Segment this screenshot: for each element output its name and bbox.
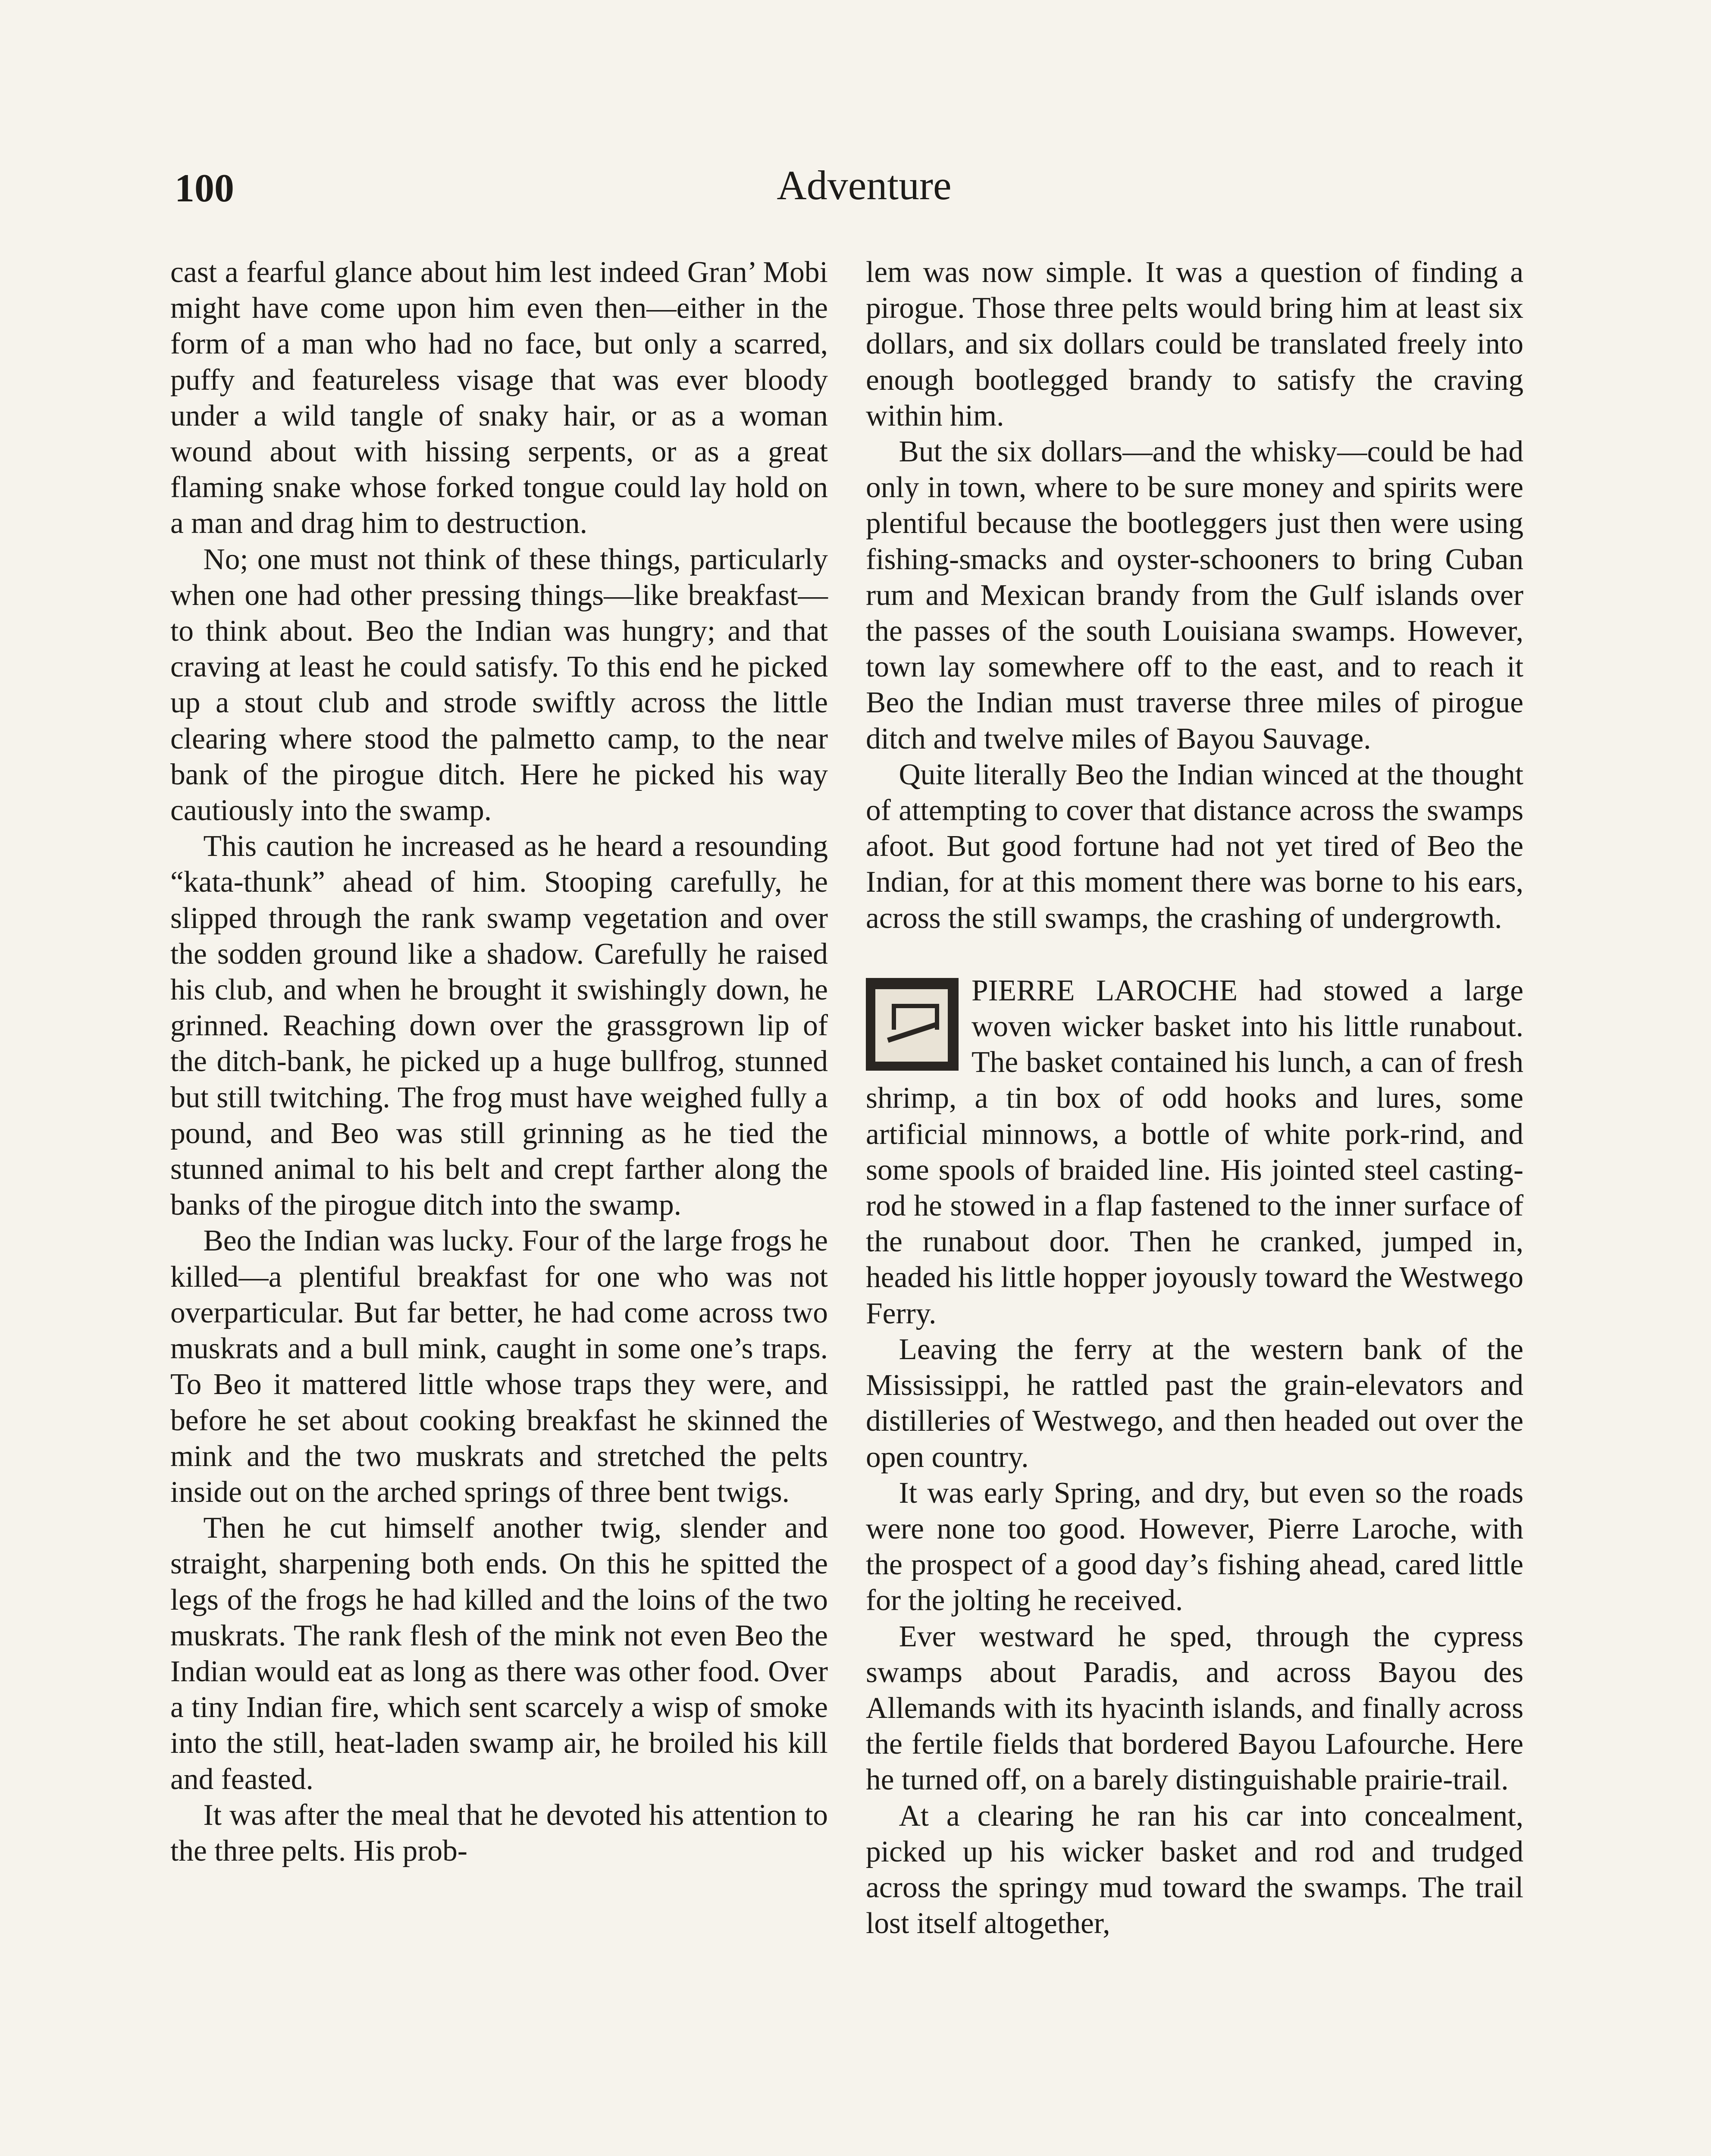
paragraph: This caution he increased as he heard a resounding “kata-thunk” ahead of him. Stooping carefully, he slipped through the rank swamp vegetation and over the sodden ground like a shadow. Carefully he raised his club, and when he brought it swishingly down, he grinned. Reaching down over the grassgrown lip of the ditch-bank, he picked up a huge bullfrog, stunned but still twitching. The frog must have weighed fully a pound, and Beo was still grinning as he tied the stunned animal to his belt and crept farther along the banks of the pirogue ditch into the swamp.	[170, 830, 828, 1222]
paragraph: No; one must not think of these things, particularly when one had other pressing things—like breakfast—to think about. Beo the Indian was hungry; and that craving at least he could satisfy. To this end he picked up a stout club and strode swiftly across the little clearing where stood the palmetto camp, to the near bank of the pirogue ditch. Here he picked his way cautiously into the swamp.	[170, 542, 828, 827]
paragraph: Beo the Indian was lucky. Four of the large frogs he killed—a plentiful breakfast for one who was not overparticular. But far better, he had come across two muskrats and a bull mink, caught in some one’s traps. To Beo it mattered little whose traps they were, and before he set about cooking breakfast he skinned the mink and the two muskrats and stretched the pelts inside out on the arched springs of three bent twigs.	[170, 1224, 828, 1509]
paragraph: Ever westward he sped, through the cypress swamps about Paradis, and across Bayou des Allemands with its hyacinth islands, and finally across the fertile fields that bordered Bayou Lafourche. Here he turned off, on a barely distinguishable prairie-trail.	[866, 1620, 1523, 1797]
page-header	[0, 0, 1711, 224]
paragraph: But the six dollars—and the whisky—could be had only in town, where to be sure money and spirits were plentiful because the bootleggers just then were using fishing-smacks and oyster-schooners to bring Cuban rum and Mexican brandy from the Gulf islands over the passes of the south Louisiana swamps. However, town lay somewhere off to the east, and to reach it Beo the Indian must traverse three miles of pirogue ditch and twelve miles of Bayou Sauvage.	[866, 435, 1523, 755]
paragraph: It was after the meal that he devoted his attention to the three pelts. His prob-	[170, 1798, 828, 1868]
paragraph: Then he cut himself another twig, slender and straight, sharpening both ends. On this he spitted the legs of the frogs he had killed and the loins of the two muskrats. The rank flesh of the mink not even Beo the Indian would eat as long as there was other food. Over a tiny Indian fire, which sent scarcely a wisp of smoke into the still, heat-laden swamp air, he broiled his kill and feasted.	[170, 1511, 828, 1796]
paragraph: Quite literally Beo the Indian winced at the thought of attempting to cover that distance across the swamps afoot. But good fortune had not yet tired of Beo the Indian, for at this moment there was borne to his ears, across the still swamps, the crashing of undergrowth.	[866, 758, 1523, 935]
page-number: 100	[175, 166, 234, 210]
paragraph: Leaving the ferry at the western bank of the Mississippi, he rattled past the grain-elevators and distilleries of Westwego, and then headed out over the open country.	[866, 1332, 1523, 1474]
ornamental-initial-icon	[866, 978, 959, 1071]
section-break	[866, 973, 1523, 1941]
right-column	[866, 254, 1523, 1941]
paragraph: It was early Spring, and dry, but even so the roads were none too good. However, Pierre Laroche, with the prospect of a good day’s fishing ahead, cared little for the jolting he received.	[866, 1476, 1523, 1617]
section-lead-paragraph: PIERRE LAROCHE had stowed a large woven wicker basket into his little runabout. The basket contained his lunch, a can of fresh shrimp, a tin box of odd hooks and lures, some artificial minnows, a bottle of white pork-rind, and some spools of braided line. His jointed steel casting-rod he stowed in a flap fastened to the inner surface of the runabout door. Then he cranked, jumped in, headed his little hopper joyously toward the Westwego Ferry.	[866, 974, 1523, 1330]
paragraph: lem was now simple. It was a question of finding a pirogue. Those three pelts would bring him at least six dollars, and six dollars could be translated freely into enough bootlegged brandy to satisfy the craving within him.	[866, 256, 1523, 432]
paragraph: cast a fearful glance about him lest indeed Gran’ Mobi might have come upon him even then—either in the form of a man who had no face, but only a scarred, puffy and featureless visage that was ever bloody under a wild tangle of snaky hair, or as a woman wound about with hissing serpents, or as a great flaming snake whose forked tongue could lay hold on a man and drag him to destruction.	[170, 256, 828, 540]
paragraph: At a clearing he ran his car into concealment, picked up his wicker basket and rod and trudged across the springy mud toward the swamps. The trail lost itself altogether,	[866, 1799, 1523, 1940]
left-column	[170, 254, 828, 1869]
running-title: Adventure	[777, 162, 952, 208]
